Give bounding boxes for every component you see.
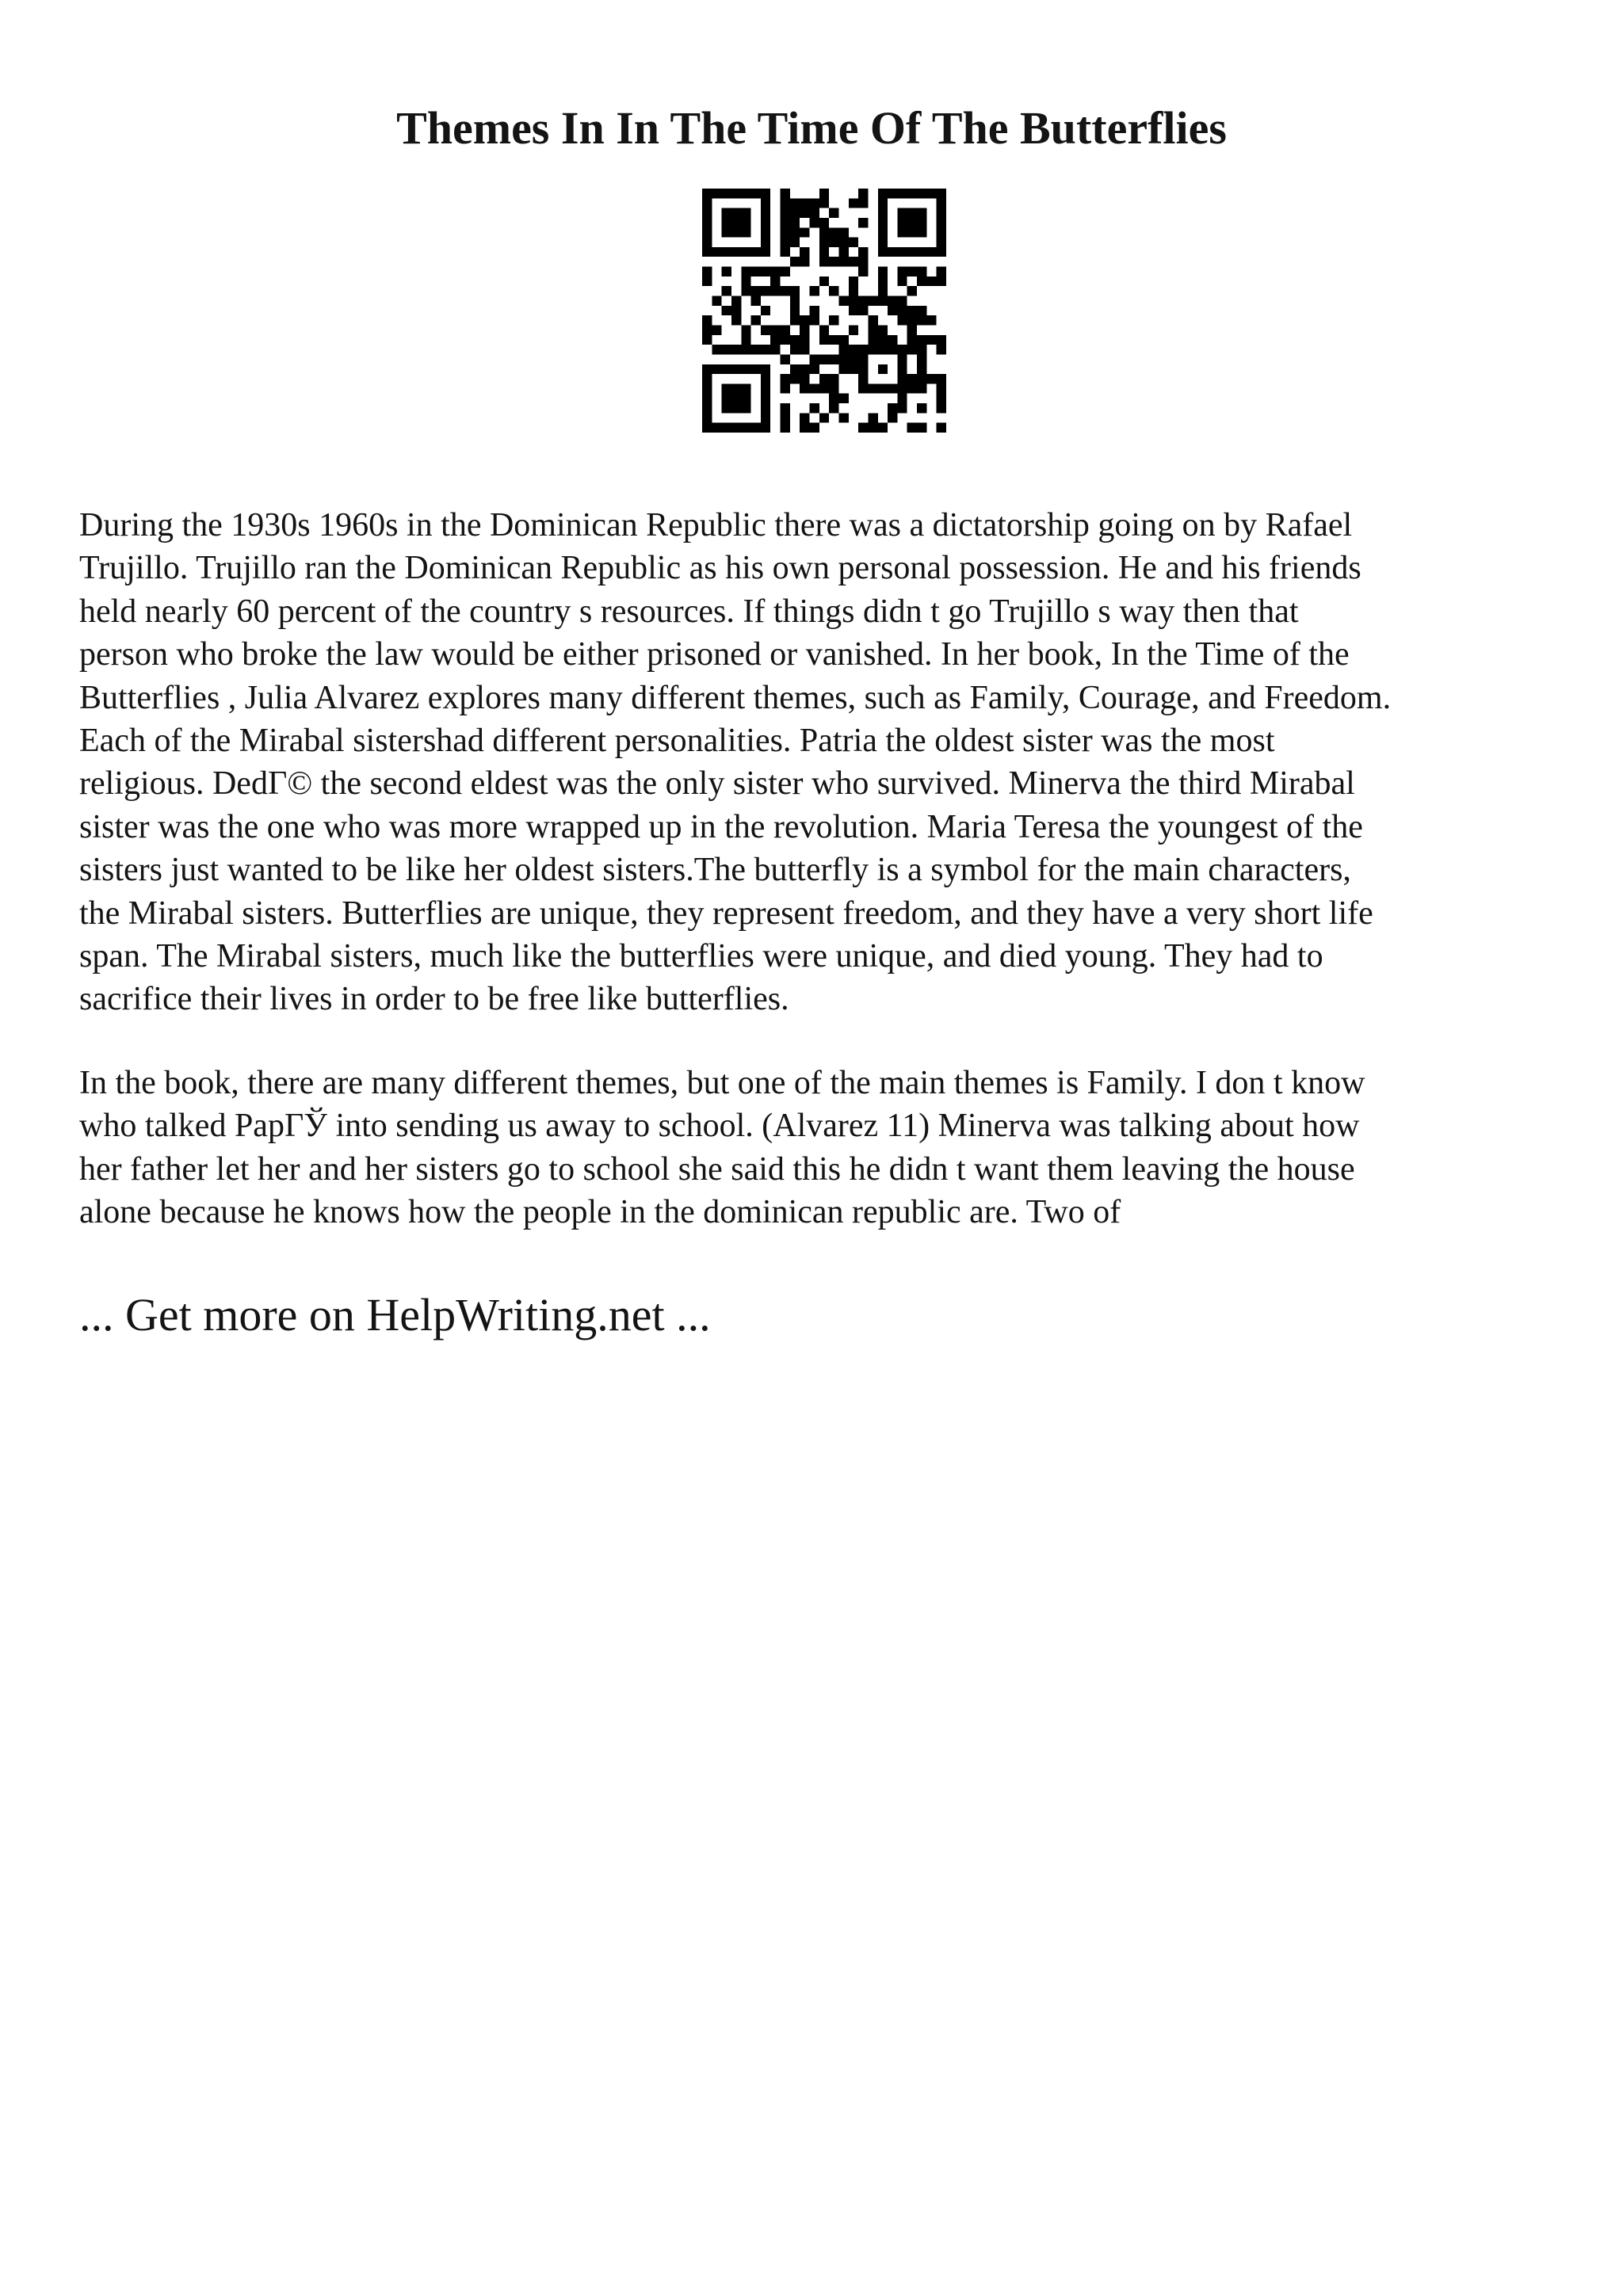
paragraph-line: In the book, there are many different themes, but one of the main themes is Family. I don t know (79, 1065, 1365, 1101)
paragraph-line: During the 1930s 1960s in the Dominican Republic there was a dictatorship going on by Rafael (79, 507, 1353, 543)
paragraph-line: sacrifice their lives in order to be free like butterflies. (79, 981, 789, 1018)
paragraph-line: held nearly 60 percent of the country s resources. If things didn t go Trujillo s way then that (79, 593, 1299, 630)
get-more-link[interactable]: ... Get more on HelpWriting.net ... (79, 1289, 711, 1341)
paragraph-2 (79, 1062, 1553, 1234)
paragraph-line: alone because he knows how the people in the dominican republic are. Two of (79, 1194, 1121, 1231)
paragraph-line: Trujillo. Trujillo ran the Dominican Republic as his own personal possession. He and his friends (79, 550, 1361, 587)
paragraph-line: Butterflies , Julia Alvarez explores many different themes, such as Family, Courage, and Freedom. (79, 679, 1392, 716)
paragraph-line: person who broke the law would be either prisoned or vanished. In her book, In the Time of the (79, 636, 1350, 673)
document-title: Themes In In The Time Of The Butterflies (396, 102, 1227, 154)
paragraph-line: her father let her and her sisters go to school she said this he didn t want them leaving the house (79, 1150, 1355, 1188)
paragraph-line: sisters just wanted to be like her oldest sisters.The butterfly is a symbol for the main characters, (79, 852, 1351, 889)
qr-code-icon (702, 189, 946, 433)
paragraph-line: who talked PapГЎ into sending us away to school. (Alvarez 11) Minerva was talking about how (79, 1108, 1360, 1145)
paragraph-line: sister was the one who was more wrapped up in the revolution. Maria Teresa the youngest of the (79, 808, 1363, 845)
paragraph-line: the Mirabal sisters. Butterflies are unique, they represent freedom, and they have a very short life (79, 894, 1373, 932)
paragraph-line: religious. DedГ© the second eldest was the only sister who survived. Minerva the third Mirabal (79, 765, 1355, 803)
paragraph-1 (79, 504, 1553, 1021)
paragraph-line: Each of the Mirabal sistershad different personalities. Patria the oldest sister was the most (79, 723, 1275, 760)
paragraph-line: span. The Mirabal sisters, much like the butterflies were unique, and died young. They had to (79, 938, 1323, 975)
